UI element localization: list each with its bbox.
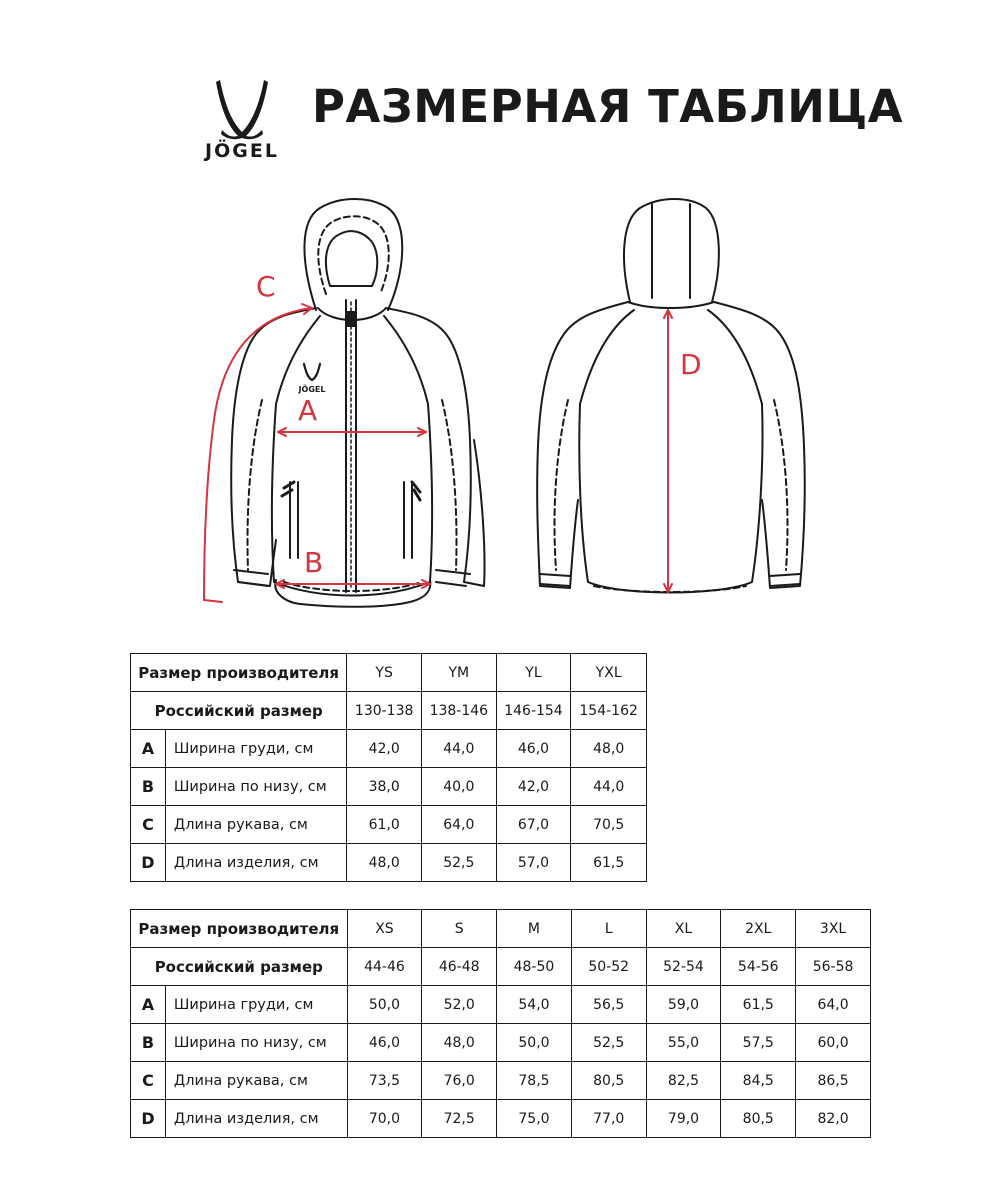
russian-size-cell: 46-48 bbox=[422, 948, 497, 986]
chest-logo-text: JÖGEL bbox=[298, 385, 326, 394]
value-cell: 46,0 bbox=[347, 1024, 422, 1062]
russian-size-cell: 44-46 bbox=[347, 948, 422, 986]
table-row bbox=[131, 692, 647, 730]
russian-size-cell: 54-56 bbox=[721, 948, 796, 986]
value-cell: 61,0 bbox=[347, 806, 422, 844]
value-cell: 57,0 bbox=[496, 844, 571, 882]
table-row bbox=[131, 986, 871, 1024]
size-cell: YXL bbox=[571, 654, 647, 692]
row-letter: A bbox=[131, 730, 166, 768]
value-cell: 76,0 bbox=[422, 1062, 497, 1100]
value-cell: 60,0 bbox=[796, 1024, 871, 1062]
value-cell: 82,5 bbox=[646, 1062, 721, 1100]
table-row bbox=[131, 1100, 871, 1138]
value-cell: 64,0 bbox=[796, 986, 871, 1024]
value-cell: 61,5 bbox=[571, 844, 647, 882]
row-label: Длина рукава, см bbox=[165, 1062, 347, 1100]
table-row bbox=[131, 844, 647, 882]
row-letter: C bbox=[131, 806, 166, 844]
value-cell: 75,0 bbox=[497, 1100, 572, 1138]
row-letter: D bbox=[131, 844, 166, 882]
value-cell: 72,5 bbox=[422, 1100, 497, 1138]
value-cell: 61,5 bbox=[721, 986, 796, 1024]
value-cell: 46,0 bbox=[496, 730, 571, 768]
row-letter: A bbox=[131, 986, 166, 1024]
label-b: B bbox=[304, 546, 324, 579]
label-c: C bbox=[256, 270, 276, 303]
size-cell: 2XL bbox=[721, 910, 796, 948]
value-cell: 77,0 bbox=[571, 1100, 646, 1138]
table-row bbox=[131, 1062, 871, 1100]
jacket-diagram bbox=[0, 190, 1000, 620]
value-cell: 73,5 bbox=[347, 1062, 422, 1100]
row-label: Ширина груди, см bbox=[165, 986, 347, 1024]
value-cell: 40,0 bbox=[421, 768, 496, 806]
value-cell: 54,0 bbox=[497, 986, 572, 1024]
value-cell: 84,5 bbox=[721, 1062, 796, 1100]
size-cell: XS bbox=[347, 910, 422, 948]
value-cell: 64,0 bbox=[421, 806, 496, 844]
table-row bbox=[131, 768, 647, 806]
row-letter: B bbox=[131, 1024, 166, 1062]
russian-size-cell: 48-50 bbox=[497, 948, 572, 986]
value-cell: 56,5 bbox=[571, 986, 646, 1024]
russian-size-cell: 138-146 bbox=[421, 692, 496, 730]
value-cell: 52,5 bbox=[571, 1024, 646, 1062]
value-cell: 57,5 bbox=[721, 1024, 796, 1062]
table-row bbox=[131, 654, 647, 692]
value-cell: 67,0 bbox=[496, 806, 571, 844]
page-title: РАЗМЕРНАЯ ТАБЛИЦА bbox=[312, 80, 904, 133]
size-cell: 3XL bbox=[796, 910, 871, 948]
value-cell: 78,5 bbox=[497, 1062, 572, 1100]
value-cell: 50,0 bbox=[497, 1024, 572, 1062]
russian-size-cell: 50-52 bbox=[571, 948, 646, 986]
row-label: Ширина груди, см bbox=[165, 730, 346, 768]
size-cell: YL bbox=[496, 654, 571, 692]
value-cell: 48,0 bbox=[422, 1024, 497, 1062]
row-label: Длина изделия, см bbox=[165, 1100, 347, 1138]
size-cell: S bbox=[422, 910, 497, 948]
russian-size-cell: 52-54 bbox=[646, 948, 721, 986]
value-cell: 44,0 bbox=[571, 768, 647, 806]
size-cell: M bbox=[497, 910, 572, 948]
value-cell: 79,0 bbox=[646, 1100, 721, 1138]
size-cell: YS bbox=[347, 654, 422, 692]
russian-size-cell: 130-138 bbox=[347, 692, 422, 730]
table-row bbox=[131, 806, 647, 844]
manufacturer-size-label: Размер производителя bbox=[131, 910, 348, 948]
value-cell: 82,0 bbox=[796, 1100, 871, 1138]
table-row bbox=[131, 910, 871, 948]
russian-size-label: Российский размер bbox=[131, 692, 347, 730]
value-cell: 48,0 bbox=[347, 844, 422, 882]
row-label: Ширина по низу, см bbox=[165, 768, 346, 806]
russian-size-cell: 154-162 bbox=[571, 692, 647, 730]
value-cell: 42,0 bbox=[496, 768, 571, 806]
value-cell: 86,5 bbox=[796, 1062, 871, 1100]
value-cell: 80,5 bbox=[571, 1062, 646, 1100]
row-letter: B bbox=[131, 768, 166, 806]
value-cell: 70,5 bbox=[571, 806, 647, 844]
value-cell: 44,0 bbox=[421, 730, 496, 768]
size-table-adult bbox=[130, 909, 871, 1138]
value-cell: 42,0 bbox=[347, 730, 422, 768]
size-table-kids bbox=[130, 653, 647, 882]
jacket-front bbox=[231, 199, 484, 607]
russian-size-cell: 146-154 bbox=[496, 692, 571, 730]
value-cell: 70,0 bbox=[347, 1100, 422, 1138]
row-letter: D bbox=[131, 1100, 166, 1138]
value-cell: 80,5 bbox=[721, 1100, 796, 1138]
size-cell: YM bbox=[421, 654, 496, 692]
row-letter: C bbox=[131, 1062, 166, 1100]
size-cell: L bbox=[571, 910, 646, 948]
size-cell: XL bbox=[646, 910, 721, 948]
row-label: Ширина по низу, см bbox=[165, 1024, 347, 1062]
label-a: A bbox=[298, 394, 318, 427]
row-label: Длина изделия, см bbox=[165, 844, 346, 882]
table-row bbox=[131, 948, 871, 986]
value-cell: 38,0 bbox=[347, 768, 422, 806]
value-cell: 48,0 bbox=[571, 730, 647, 768]
value-cell: 55,0 bbox=[646, 1024, 721, 1062]
russian-size-label: Российский размер bbox=[131, 948, 348, 986]
value-cell: 50,0 bbox=[347, 986, 422, 1024]
value-cell: 52,5 bbox=[421, 844, 496, 882]
manufacturer-size-label: Размер производителя bbox=[131, 654, 347, 692]
row-label: Длина рукава, см bbox=[165, 806, 346, 844]
label-d: D bbox=[680, 348, 702, 381]
jacket-back bbox=[537, 199, 805, 593]
table-row bbox=[131, 1024, 871, 1062]
table-row bbox=[131, 730, 647, 768]
value-cell: 59,0 bbox=[646, 986, 721, 1024]
brand-name: JÖGEL bbox=[205, 140, 279, 162]
russian-size-cell: 56-58 bbox=[796, 948, 871, 986]
value-cell: 52,0 bbox=[422, 986, 497, 1024]
